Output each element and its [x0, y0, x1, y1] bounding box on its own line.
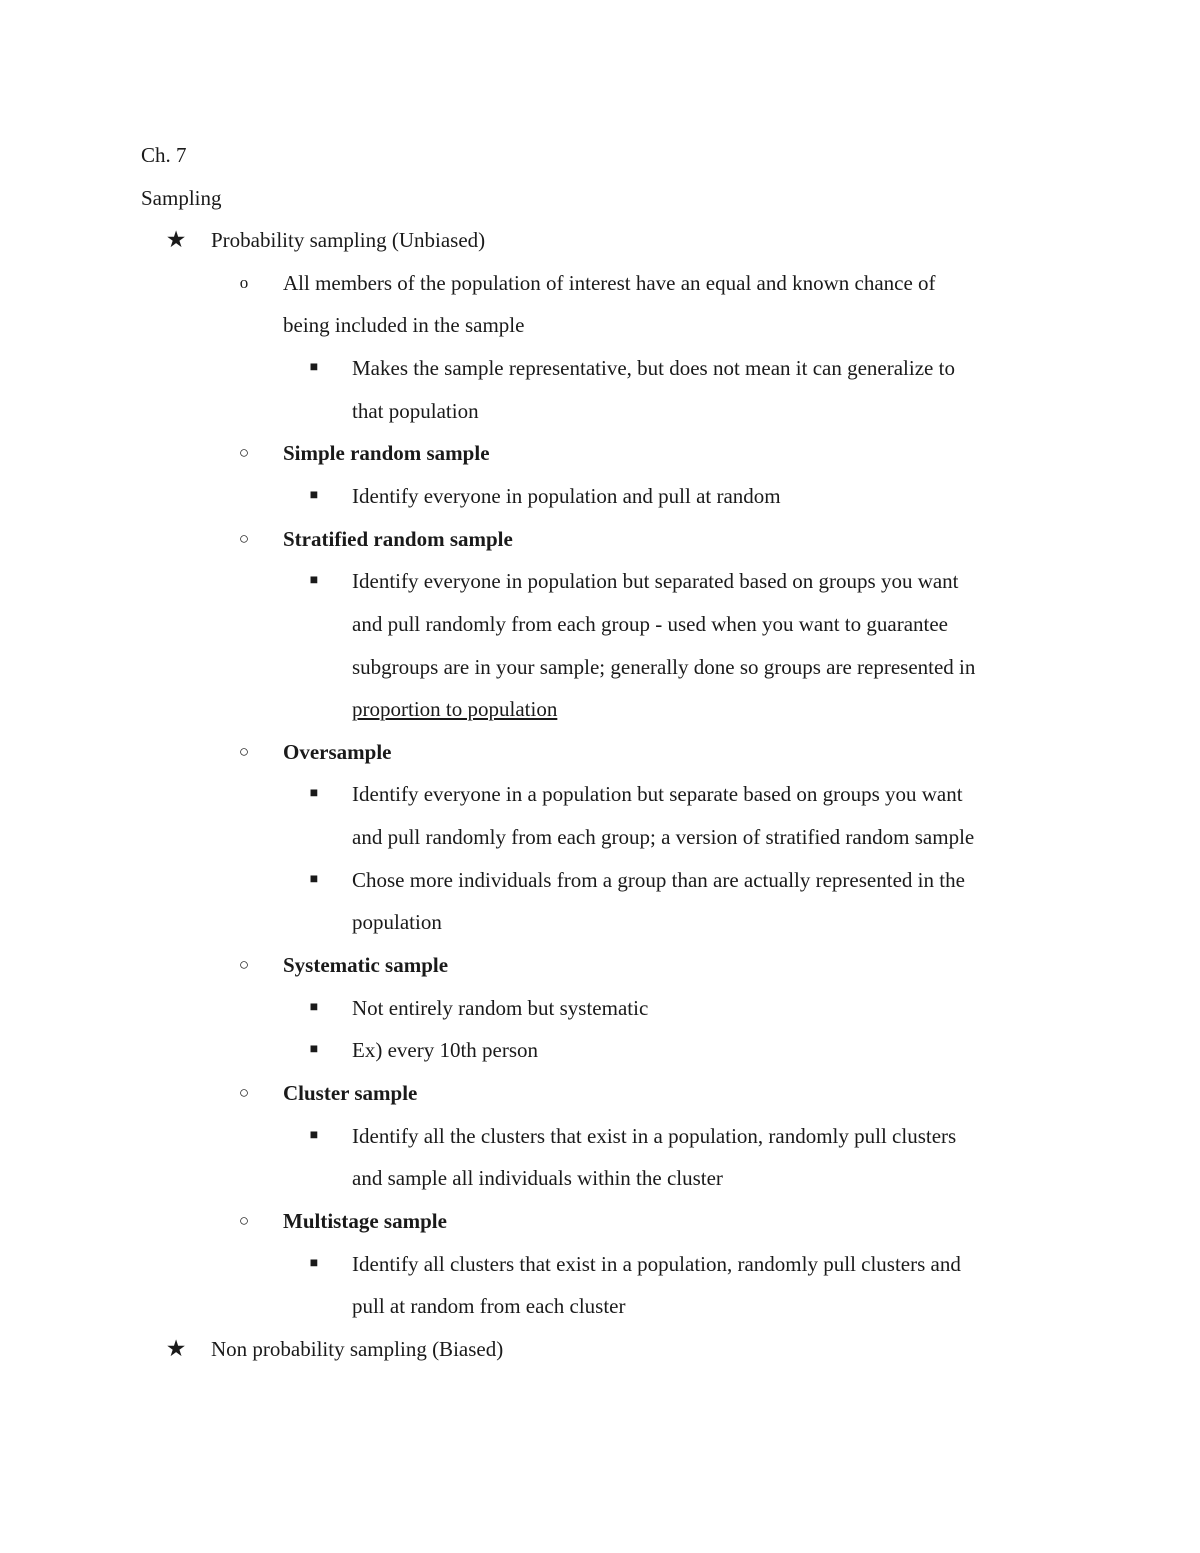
outline-text: proportion to population [352, 697, 558, 721]
square-bullet-icon: ■ [309, 1042, 319, 1057]
star-bullet-icon: ★ [165, 227, 187, 252]
outline-text: Identify everyone in a population but separate based on groups you want [352, 782, 963, 806]
outline-text: subgroups are in your sample; generally done so groups are represented in [352, 655, 976, 679]
section-heading: Multistage sample [283, 1209, 447, 1233]
outline-text: pull at random from each cluster [352, 1294, 626, 1318]
square-bullet-icon: ■ [309, 360, 319, 375]
outline-text: being included in the sample [283, 313, 525, 337]
outline-text: Identify everyone in population and pull at random [352, 484, 781, 508]
outline-text: and pull randomly from each group - used when you want to guarantee [352, 612, 948, 636]
outline-text: population [352, 910, 442, 934]
star-bullet-icon: ★ [165, 1336, 187, 1361]
circle-bullet-icon: ○ [238, 955, 250, 974]
circle-bullet-icon: ○ [238, 443, 250, 462]
circle-bullet-icon: ○ [238, 529, 250, 548]
outline-text: Makes the sample representative, but does not mean it can generalize to [352, 356, 955, 380]
section-heading: Systematic sample [283, 953, 449, 977]
outline-text: Ex) every 10th person [352, 1038, 539, 1062]
circle-bullet-icon: ○ [238, 1211, 250, 1230]
section-heading: Oversample [283, 740, 392, 764]
section-heading: Simple random sample [283, 441, 490, 465]
circle-bullet-icon: ○ [238, 1083, 250, 1102]
topic-heading: Sampling [141, 186, 222, 210]
outline-text: and pull randomly from each group; a version of stratified random sample [352, 825, 975, 849]
outline-text: and sample all individuals within the cluster [352, 1166, 723, 1190]
square-bullet-icon: ■ [309, 872, 319, 887]
square-bullet-icon: ■ [309, 1000, 319, 1015]
section-heading: Cluster sample [283, 1081, 418, 1105]
circle-bullet-icon: o [239, 273, 249, 292]
outline-text: All members of the population of interest have an equal and known chance of [283, 271, 936, 295]
outline-text: Chose more individuals from a group than are actually represented in the [352, 868, 965, 892]
square-bullet-icon: ■ [309, 1128, 319, 1143]
square-bullet-icon: ■ [309, 573, 319, 588]
outline-text: Probability sampling (Unbiased) [211, 228, 486, 252]
outline-text: Identify all clusters that exist in a population, randomly pull clusters and [352, 1252, 961, 1276]
square-bullet-icon: ■ [309, 1256, 319, 1271]
outline-text: that population [352, 399, 479, 423]
circle-bullet-icon: ○ [238, 742, 250, 761]
outline-text: Not entirely random but systematic [352, 996, 649, 1020]
square-bullet-icon: ■ [309, 786, 319, 801]
section-heading: Stratified random sample [283, 527, 513, 551]
outline-text: Non probability sampling (Biased) [211, 1337, 504, 1361]
outline-text: Identify everyone in population but separated based on groups you want [352, 569, 959, 593]
chapter-heading: Ch. 7 [141, 143, 187, 167]
square-bullet-icon: ■ [309, 488, 319, 503]
outline-text: Identify all the clusters that exist in a population, randomly pull clusters [352, 1124, 957, 1148]
